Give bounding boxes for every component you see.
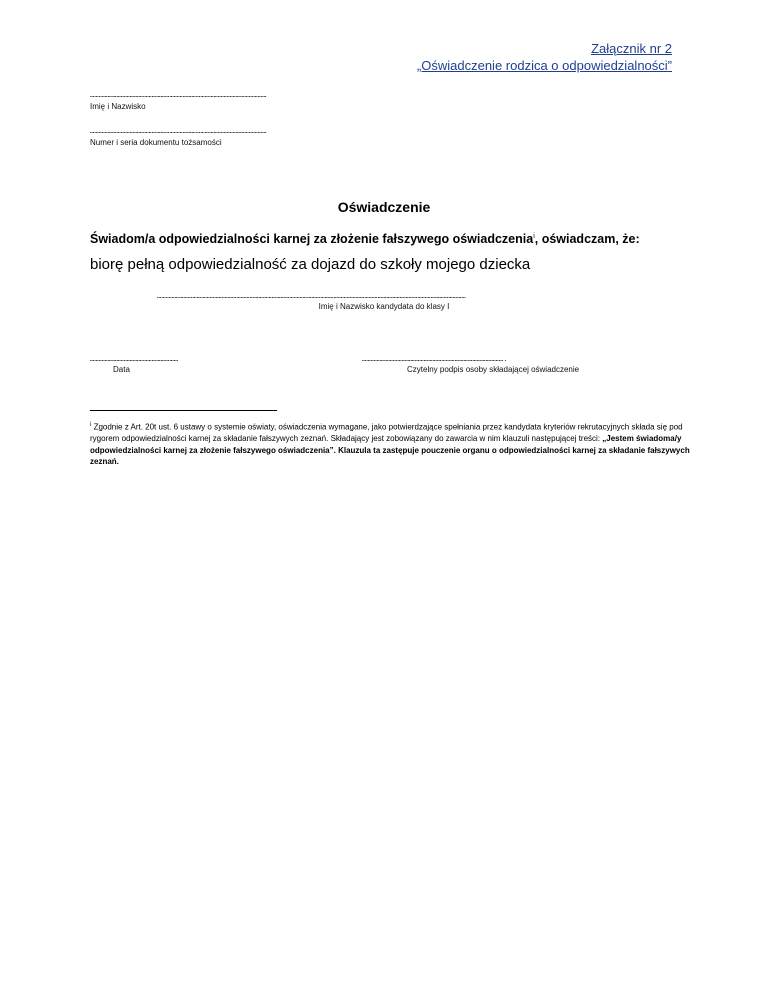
page-title: Oświadczenie <box>337 199 431 215</box>
date-field-label: Data <box>113 365 130 374</box>
candidate-field-label: Imię i Nazwisko kandydata do klasy I <box>318 302 450 311</box>
declaration-text: Świadom/a odpowiedzialności karnej za złożenie fałszywego oświadczenia <box>90 232 534 246</box>
signature-field-line: ……………………………………………………………………………………. <box>362 355 508 363</box>
name-field-label: Imię i Nazwisko <box>90 102 146 111</box>
name-field-line: ………………………………………………………………………………………………………… <box>90 91 267 99</box>
candidate-field-line: ………………………………………………………………………………………………………………………………………………………………………………………… <box>157 292 467 300</box>
declaration-line <box>90 232 640 246</box>
signature-field-label: Czytelny podpis osoby składającej oświadczenie <box>407 365 580 374</box>
footnote-marker: i <box>90 422 92 428</box>
attachment-number: Załącznik nr 2 <box>591 41 672 56</box>
footnote-reference: i <box>533 232 535 240</box>
footnote-text: Zgodnie z Art. 20t ust. 6 ustawy o systemie oświaty, oświadczenia wymagane, jako potwierdzające spełniania przez kandydata kryteriów rekrutacyjnych składa się pod rygorem odpowiedzialności karnej za składanie fałszywych zeznań. Składający jest zobowiązany do zawarcia w nim klauzuli następującej treści: <box>90 422 683 444</box>
declaration-end: , oświadczam, że: <box>534 232 640 246</box>
date-field-line: …………………………………………………… <box>90 355 179 363</box>
document-field-label: Numer i seria dokumentu tożsamości <box>90 138 222 147</box>
attachment-title: „Oświadczenie rodzica o odpowiedzialności” <box>416 58 672 73</box>
statement-text: biorę pełną odpowiedzialność za dojazd do szkoły mojego dziecka <box>90 256 531 273</box>
document-field-line: ………………………………………………………………………………………………………… <box>90 127 267 135</box>
footnote-clause: „Jestem świadoma/y odpowiedzialności karnej za złożenie fałszywego oświadczenia”. Klauzula ta zastępuje pouczenie organu o odpowiedzialności karnej za składanie fałszywych zeznań. <box>90 434 690 467</box>
footnote-separator <box>90 410 277 411</box>
footnote <box>90 420 690 468</box>
